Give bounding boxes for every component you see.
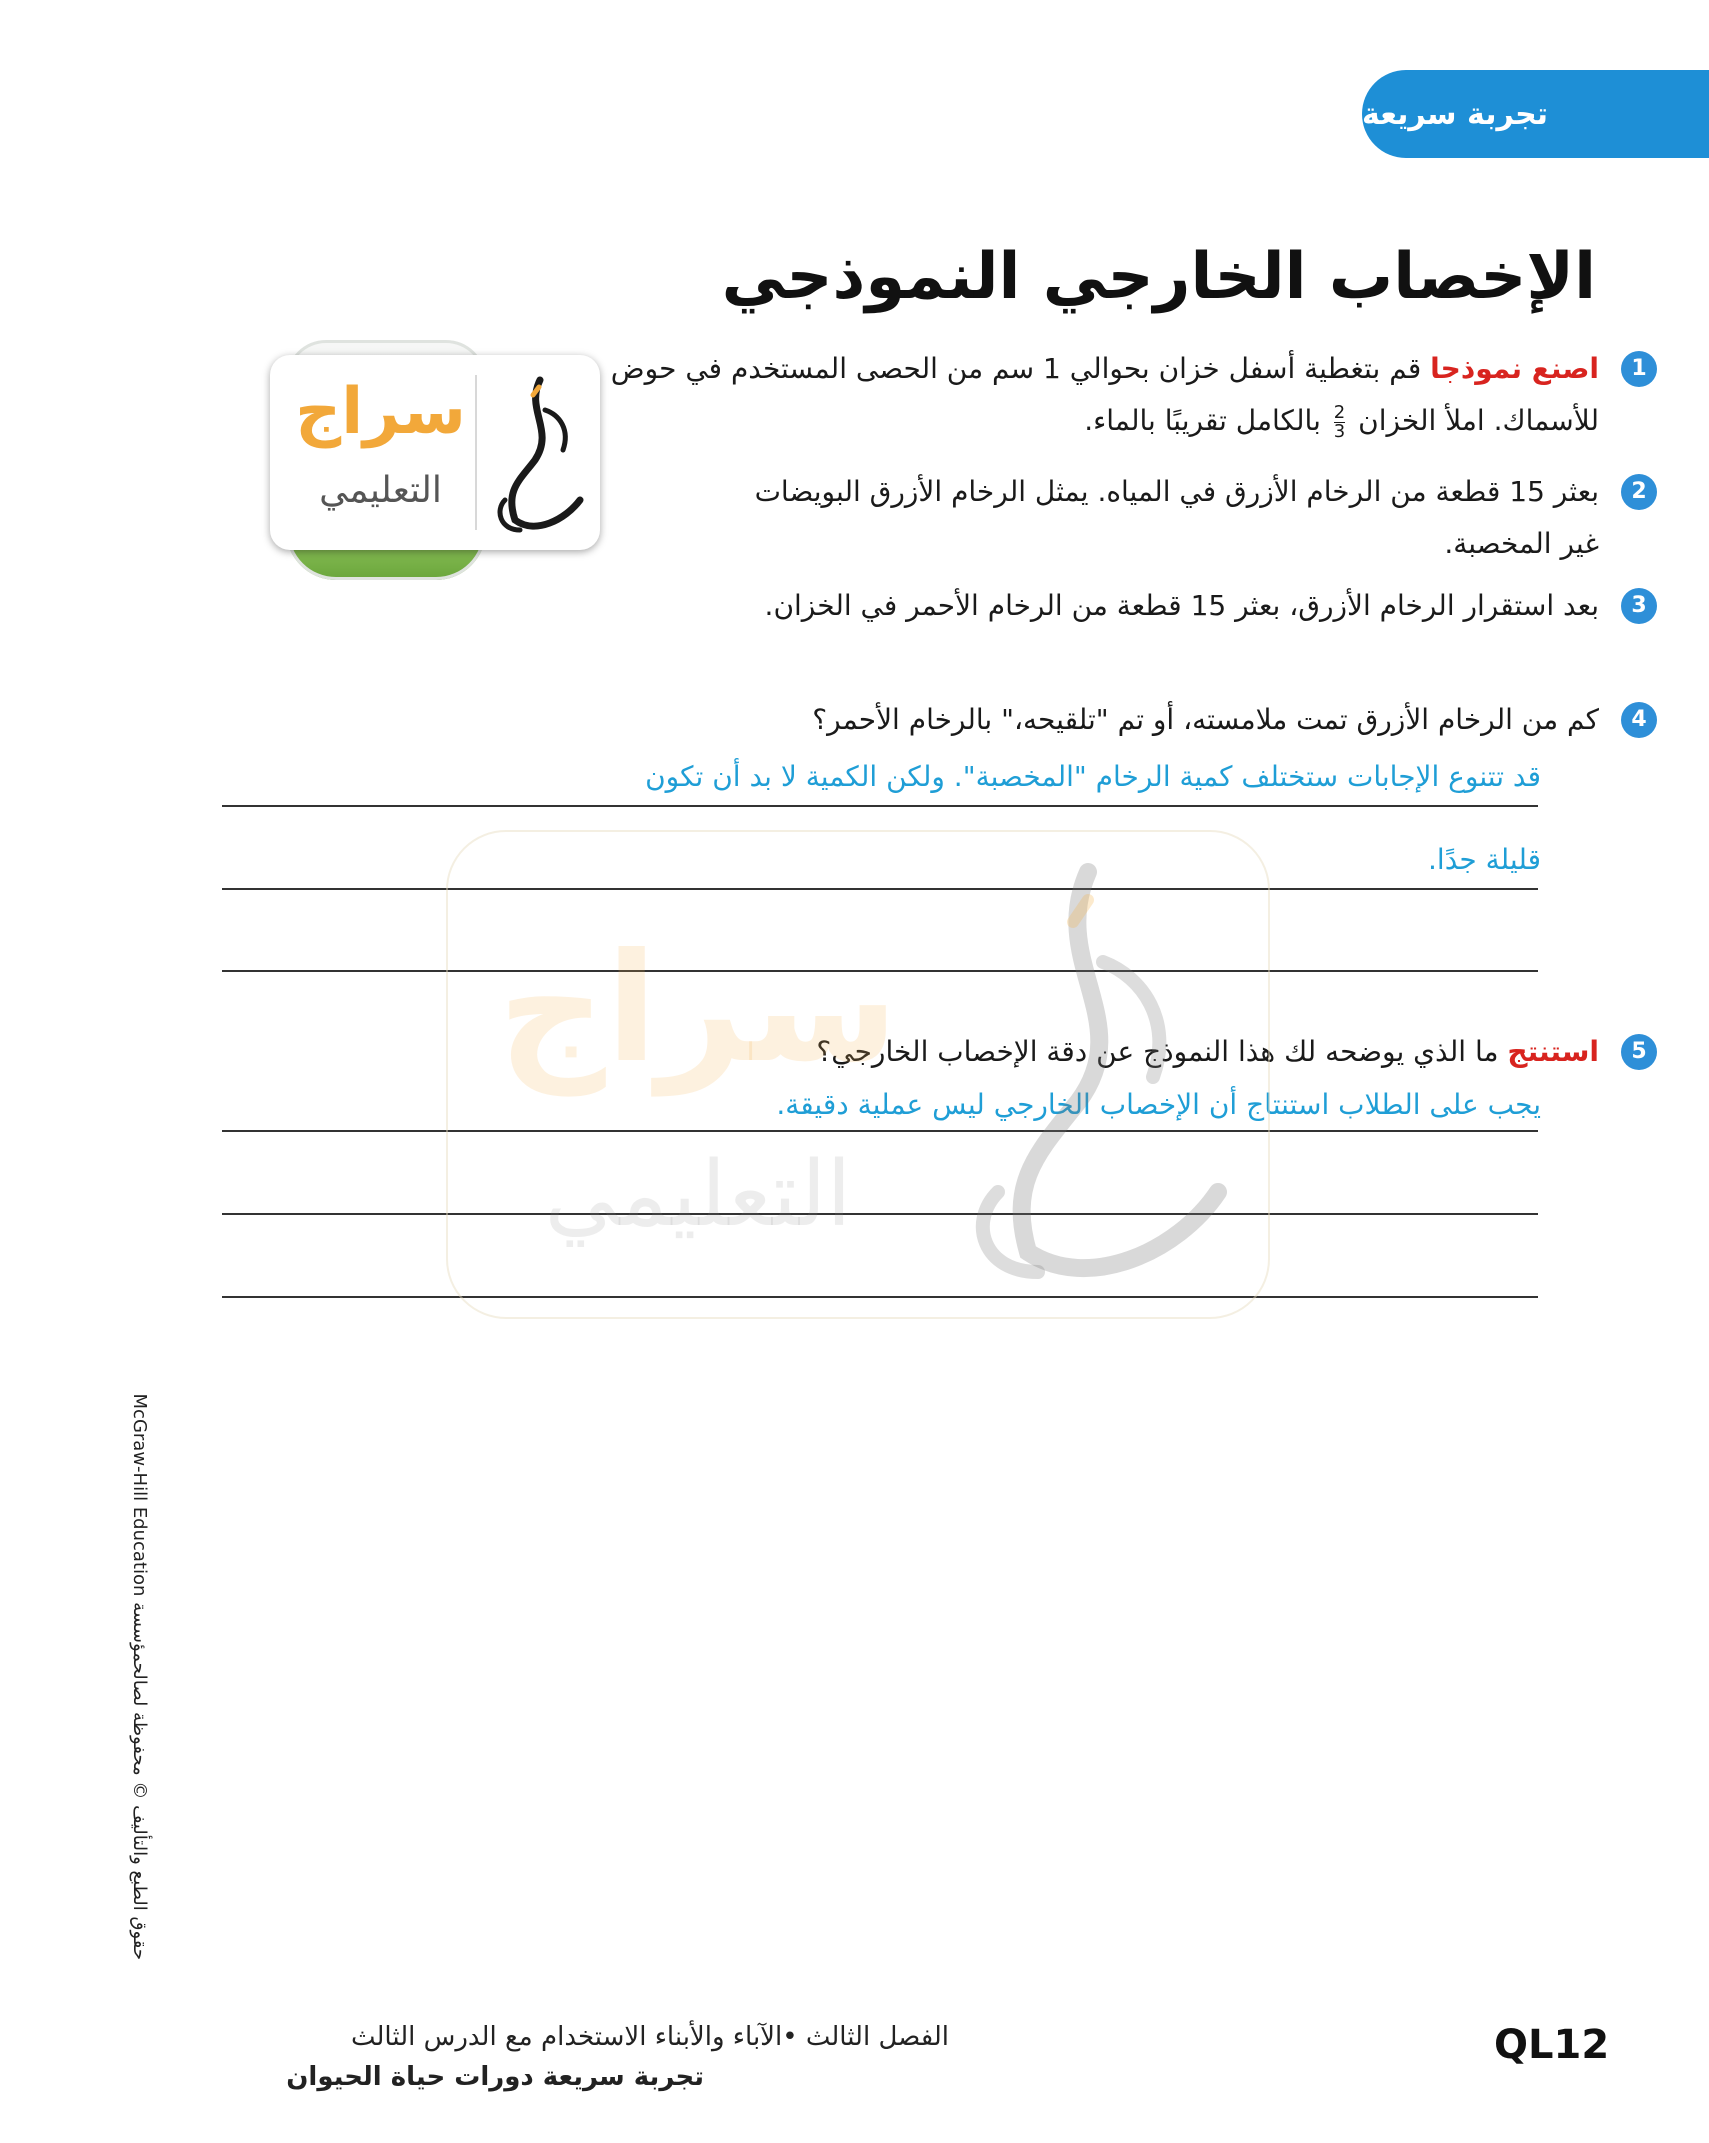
fraction-numerator: 2	[1333, 401, 1346, 423]
fraction-two-thirds	[1333, 401, 1346, 442]
watermark-text-main: سراج	[497, 922, 899, 1096]
step-5-question: ما الذي يوضحه لك هذا النموذج عن دقة الإخصاب الخارجي؟	[816, 1035, 1499, 1068]
step-5-keyword: استنتج	[1507, 1035, 1599, 1068]
step-1-text: قم بتغطية أسفل خزان بحوالي 1 سم من الحصى المستخدم في حوض للأسماك. املأ الخزان	[610, 352, 1599, 437]
step-1-text-end: بالكامل تقريبًا بالماء.	[1084, 404, 1321, 437]
section-tab-label: تجربة سريعة	[1362, 96, 1549, 132]
logo-badge	[270, 355, 600, 550]
section-tab	[1362, 70, 1709, 158]
logo-divider	[475, 375, 477, 530]
step-number-2: 2	[1621, 474, 1657, 510]
step-4-answer-line-2: قليلة جدًا.	[1428, 843, 1541, 876]
step-number-4: 4	[1621, 702, 1657, 738]
watermark-calligraphy-icon	[938, 852, 1238, 1292]
fraction-denominator: 3	[1333, 420, 1346, 442]
copyright-sidebar: حقوق الطبع والتأليف © محفوظة لصالحمؤسسة McGraw-Hill Education	[129, 1393, 150, 1960]
step-3	[709, 580, 1647, 632]
watermark	[446, 830, 1270, 1319]
step-4	[559, 694, 1647, 746]
step-1	[559, 343, 1647, 447]
logo-text-main: سراج	[295, 375, 466, 449]
page-title: الإخصاب الخارجي النموذجي	[721, 240, 1596, 314]
logo-text-sub: التعليمي	[319, 470, 442, 511]
step-2-text: بعثر 15 قطعة من الرخام الأزرق في المياه. يمثل الرخام الأزرق البويضات غير المخصبة.	[754, 475, 1599, 560]
step-4-answer-line-1: قد تتنوع الإجابات ستختلف كمية الرخام "المخصبة". ولكن الكمية لا بد أن تكون	[645, 760, 1541, 793]
footer-lesson-line: تجربة سريعة دورات حياة الحيوان	[286, 2062, 704, 2092]
step-1-keyword: اصنع نموذجا	[1430, 352, 1599, 385]
watermark-text-sub: التعليمي	[544, 1142, 852, 1247]
step-number-5: 5	[1621, 1034, 1657, 1070]
page-number: QL12	[1494, 2022, 1610, 2068]
step-number-1: 1	[1621, 351, 1657, 387]
step-2	[739, 466, 1647, 570]
step-4-question: كم من الرخام الأزرق تمت ملامسته، أو تم "تلقيحه،" بالرخام الأحمر؟	[812, 703, 1599, 736]
footer-chapter-line: الفصل الثالث •الآباء والأبناء الاستخدام مع الدرس الثالث	[350, 2022, 949, 2052]
step-5-answer-line-1: يجب على الطلاب استنتاج أن الإخصاب الخارجي ليس عملية دقيقة.	[776, 1088, 1541, 1121]
step-number-3: 3	[1621, 588, 1657, 624]
answer-rule-1	[222, 805, 1538, 807]
step-3-text: بعد استقرار الرخام الأزرق، بعثر 15 قطعة من الرخام الأحمر في الخزان.	[764, 589, 1599, 622]
